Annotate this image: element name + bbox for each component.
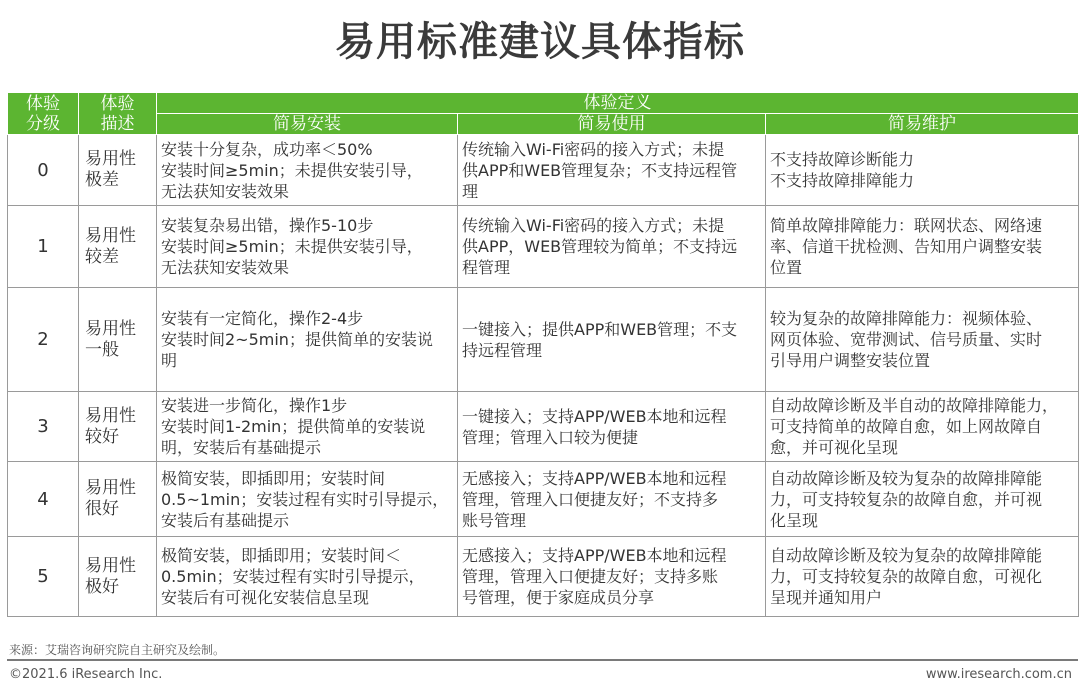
- header-level-line2: 分级: [26, 113, 60, 134]
- maintain-cell: [766, 206, 1079, 288]
- install-line: 安装复杂易出错，操作5-10步: [161, 216, 374, 235]
- install-line: 无法获知安装效果: [161, 258, 290, 277]
- description-line: 极好: [85, 576, 119, 597]
- install-line: 安装十分复杂，成功率＜50%: [161, 139, 373, 159]
- use-line: 管理，管理入口便捷友好；不支持多: [462, 489, 719, 509]
- description-cell: [79, 537, 157, 617]
- use-cell: [458, 288, 766, 392]
- level-cell: 3: [8, 392, 79, 462]
- maintain-line: 较为复杂的故障排障能力：视频体验、: [770, 309, 1043, 328]
- website-url: www.iresearch.com.cn: [925, 667, 1072, 682]
- description-cell: [79, 206, 157, 288]
- install-line: 安装后有可视化安装信息呈现: [161, 588, 370, 607]
- use-line: 理: [462, 181, 479, 201]
- description-cell: [79, 288, 157, 392]
- install-line: 明: [161, 351, 178, 370]
- copyright-text: ©2021.6 iResearch Inc.: [9, 667, 163, 682]
- use-line: 程管理: [462, 258, 511, 277]
- use-line: 一键接入；提供APP和WEB管理；不支: [462, 319, 738, 339]
- use-line: 管理，管理入口便捷友好；支持多账: [462, 567, 719, 586]
- maintain-line: 化呈现: [770, 510, 819, 530]
- description-line: 很好: [85, 499, 119, 519]
- maintain-line: 呈现并通知用户: [770, 588, 883, 607]
- install-line: 无法获知安装效果: [161, 181, 290, 201]
- maintain-line: 率、信道干扰检测、告知用户调整安装: [770, 237, 1043, 256]
- level-cell: 1: [8, 206, 79, 288]
- table-row: [8, 135, 1079, 206]
- description-cell: [79, 462, 157, 537]
- use-line: 一键接入；支持APP/WEB本地和远程: [462, 406, 727, 426]
- page-title: 易用标准建议具体指标: [335, 19, 745, 65]
- description-cell: [79, 135, 157, 206]
- install-line: 0.5min；安装过程有实时引导提示，: [161, 567, 425, 586]
- use-line: 传统输入Wi-Fi密码的接入方式；未提: [462, 139, 725, 159]
- header-maintain: 简易维护: [766, 114, 1079, 135]
- description-line: 易用性: [85, 478, 136, 498]
- description-line: 极差: [85, 170, 119, 190]
- maintain-line: 简单故障排障能力：联网状态、网络速: [770, 216, 1043, 235]
- footer-divider: [7, 659, 1078, 661]
- use-cell: [458, 206, 766, 288]
- use-line: 供APP，WEB管理较为简单；不支持远: [462, 237, 738, 256]
- install-line: 0.5~1min；安装过程有实时引导提示，: [161, 489, 449, 509]
- description-line: 易用性: [85, 149, 136, 169]
- install-line: 明，安装后有基础提示: [161, 438, 322, 457]
- description-line: 较差: [85, 246, 119, 267]
- use-line: 持远程管理: [462, 340, 543, 360]
- description-line: 易用性: [85, 318, 136, 339]
- header-install: 简易安装: [157, 114, 458, 135]
- description-line: 较好: [85, 426, 119, 447]
- use-line: 传统输入Wi-Fi密码的接入方式；未提: [462, 216, 725, 235]
- header-desc-line1: 体验: [100, 93, 135, 114]
- install-line: 安装后有基础提示: [161, 510, 290, 530]
- use-line: 无感接入；支持APP/WEB本地和远程: [462, 468, 727, 488]
- use-line: 账号管理: [462, 510, 527, 530]
- maintain-line: 可支持简单的故障自愈，如上网故障自: [770, 417, 1043, 436]
- install-line: 安装时间≥5min；未提供安装引导，: [161, 160, 423, 180]
- maintain-line: 愈，并可视化呈现: [770, 438, 899, 457]
- install-cell: [157, 537, 458, 617]
- install-line: 安装时间1-2min；提供简单的安装说: [161, 417, 426, 436]
- install-line: 安装时间2~5min；提供简单的安装说: [161, 330, 433, 349]
- level-cell: 0: [8, 135, 79, 206]
- table-row: [8, 288, 1079, 392]
- maintain-cell: [766, 462, 1079, 537]
- table-body: [8, 135, 1079, 617]
- use-cell: [458, 462, 766, 537]
- install-cell: [157, 462, 458, 537]
- header-desc-line2: 描述: [100, 113, 135, 134]
- install-cell: [157, 288, 458, 392]
- use-line: 无感接入；支持APP/WEB本地和远程: [462, 546, 727, 565]
- source-note: 来源：艾瑞咨询研究院自主研究及绘制。: [9, 643, 226, 657]
- maintain-line: 位置: [770, 258, 803, 277]
- header-level: [8, 93, 79, 135]
- header-definition: 体验定义: [157, 93, 1079, 114]
- maintain-line: 不支持故障排障能力: [770, 171, 915, 190]
- level-cell: 2: [8, 288, 79, 392]
- install-line: 极简安装，即插即用；安装时间: [161, 468, 386, 488]
- description-line: 易用性: [85, 405, 136, 426]
- use-line: 供APP和WEB管理复杂；不支持远程管: [462, 160, 738, 180]
- maintain-line: 不支持故障诊断能力: [770, 150, 915, 169]
- install-line: 极简安装，即插即用；安装时间＜: [161, 546, 402, 565]
- description-line: 易用性: [85, 225, 136, 246]
- maintain-line: 力，可支持较复杂的故障自愈，并可视: [770, 489, 1043, 509]
- maintain-cell: [766, 537, 1079, 617]
- maintain-cell: [766, 392, 1079, 462]
- level-cell: 5: [8, 537, 79, 617]
- install-cell: [157, 206, 458, 288]
- install-cell: [157, 392, 458, 462]
- maintain-line: 力，可支持较复杂的故障自愈，可视化: [770, 567, 1043, 586]
- table-row: [8, 537, 1079, 617]
- maintain-cell: [766, 135, 1079, 206]
- maintain-line: 自动故障诊断及较为复杂的故障排障能: [770, 468, 1043, 488]
- use-line: 号管理，便于家庭成员分享: [462, 588, 655, 607]
- maintain-line: 自动故障诊断及较为复杂的故障排障能: [770, 546, 1043, 565]
- table-row: [8, 462, 1079, 537]
- level-cell: 4: [8, 462, 79, 537]
- install-line: 安装有一定简化，操作2-4步: [161, 309, 364, 328]
- description-line: 一般: [85, 339, 119, 360]
- header-level-line1: 体验: [26, 93, 60, 114]
- use-cell: [458, 392, 766, 462]
- indicator-table: [7, 92, 1079, 617]
- description-line: 易用性: [85, 555, 136, 576]
- maintain-line: 网页体验、宽带测试、信号质量、实时: [770, 330, 1043, 349]
- use-cell: [458, 537, 766, 617]
- maintain-line: 自动故障诊断及半自动的故障排障能力，: [770, 396, 1059, 415]
- maintain-cell: [766, 288, 1079, 392]
- install-cell: [157, 135, 458, 206]
- header-description: [79, 93, 157, 135]
- install-line: 安装进一步简化，操作1步: [161, 396, 348, 415]
- table-row: [8, 206, 1079, 288]
- description-cell: [79, 392, 157, 462]
- install-line: 安装时间≥5min；未提供安装引导，: [161, 237, 423, 256]
- use-cell: [458, 135, 766, 206]
- maintain-line: 引导用户调整安装位置: [770, 351, 931, 370]
- use-line: 管理；管理入口较为便捷: [462, 427, 639, 447]
- header-use: 简易使用: [458, 114, 766, 135]
- table-row: [8, 392, 1079, 462]
